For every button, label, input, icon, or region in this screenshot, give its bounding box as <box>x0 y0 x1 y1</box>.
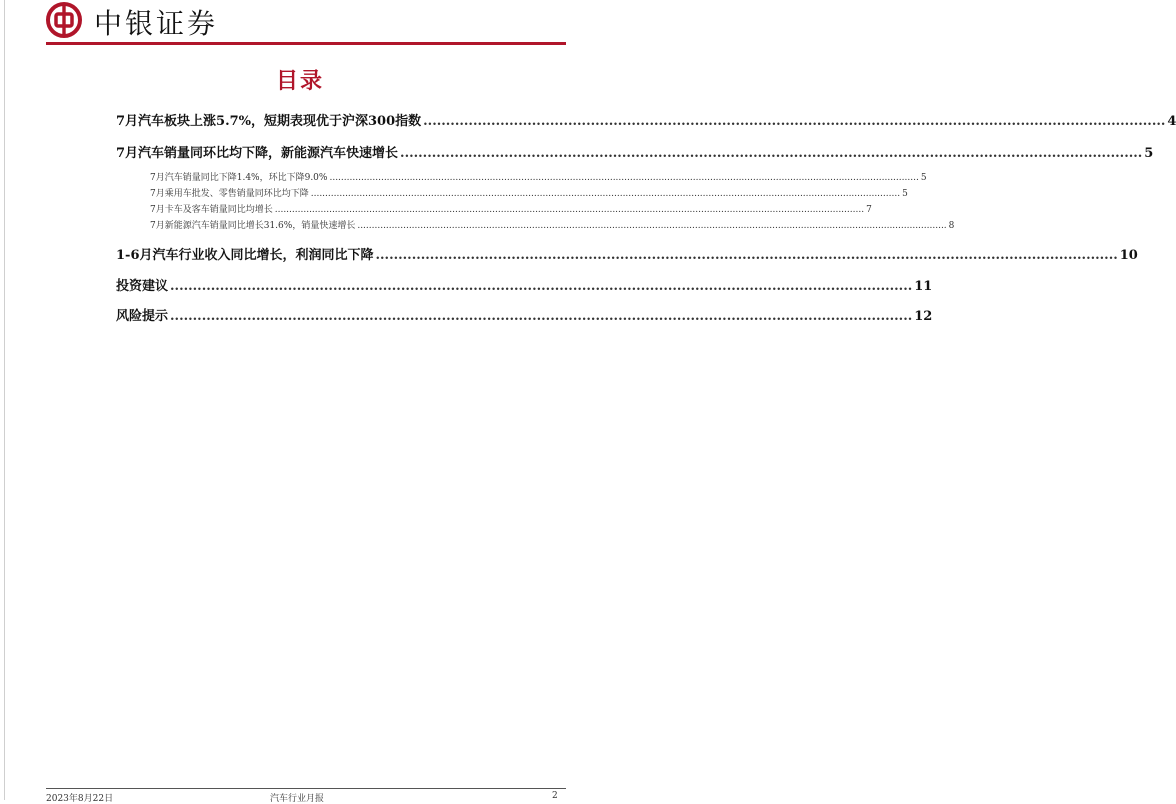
toc-entry-page: 5 <box>1144 146 1154 161</box>
toc-entry[interactable] <box>116 244 1138 263</box>
toc-entry-page: 4 <box>1167 114 1176 129</box>
toc-leader-dots: .................................................................................................................................................................... <box>170 309 913 324</box>
toc-leader-dots: .............................................................................................................................................................................................................. <box>274 205 865 215</box>
page-left-border <box>4 0 5 800</box>
toc-entry[interactable] <box>116 142 1154 161</box>
toc-subentry[interactable] <box>116 218 955 231</box>
toc-leader-dots: .................................................................................................................................................................... <box>400 146 1143 161</box>
toc-entry[interactable] <box>116 110 1176 129</box>
toc-entry-text: 7月汽车板块上涨5.7%，短期表现优于沪深300指数 <box>116 114 422 129</box>
bank-of-china-logo-icon <box>46 2 82 38</box>
footer-divider <box>46 788 566 789</box>
toc-entry-page: 10 <box>1119 248 1138 263</box>
footer-page-number: 2 <box>552 791 558 801</box>
toc-entry-page: 5 <box>920 173 927 183</box>
toc-leader-dots: .................................................................................................................................................................... <box>375 248 1118 263</box>
toc-leader-dots: .............................................................................................................................................................................................................. <box>310 189 901 199</box>
toc-leader-dots: .................................................................................................................................................................... <box>170 279 913 294</box>
toc-title: 目录 <box>275 69 324 94</box>
toc-subentry[interactable] <box>116 170 927 183</box>
brand-name: 中银证券 <box>94 7 219 40</box>
toc-entry-page: 5 <box>902 189 908 199</box>
header-divider <box>46 42 566 45</box>
footer-report-name: 汽车行业月报 <box>270 794 325 804</box>
toc-entry-page: 8 <box>948 221 955 231</box>
toc-entry-page: 11 <box>914 279 933 294</box>
toc-entry-text: 7月新能源汽车销量同比增长31.6%，销量快速增长 <box>150 221 356 231</box>
toc-entry-page: 12 <box>914 309 933 324</box>
toc-leader-dots: .................................................................................................................................................................... <box>423 114 1166 129</box>
toc-entry[interactable] <box>116 305 933 324</box>
toc-entry-text: 7月汽车销量同环比均下降，新能源汽车快速增长 <box>116 146 399 161</box>
toc-entry-text: 1-6月汽车行业收入同比增长，利润同比下降 <box>116 248 374 263</box>
toc-entry-text: 7月汽车销量同比下降1.4%，环比下降9.0% <box>150 173 328 183</box>
footer-date: 2023年8月22日 <box>46 794 114 804</box>
toc-leader-dots: .............................................................................................................................................................................................................. <box>329 173 919 183</box>
toc-entry[interactable] <box>116 275 933 294</box>
toc-entry-text: 风险提示 <box>116 309 169 324</box>
toc-entry-text: 7月卡车及客车销量同比均增长 <box>150 205 273 215</box>
toc-subentry[interactable] <box>116 202 872 215</box>
toc-entry-text: 投资建议 <box>116 279 169 294</box>
page-header <box>46 0 566 44</box>
toc-entry-page: 7 <box>866 205 872 215</box>
toc-entry-text: 7月乘用车批发、零售销量同环比均下降 <box>150 189 309 199</box>
toc-subentry[interactable] <box>116 186 908 199</box>
toc-leader-dots: .............................................................................................................................................................................................................. <box>357 221 947 231</box>
